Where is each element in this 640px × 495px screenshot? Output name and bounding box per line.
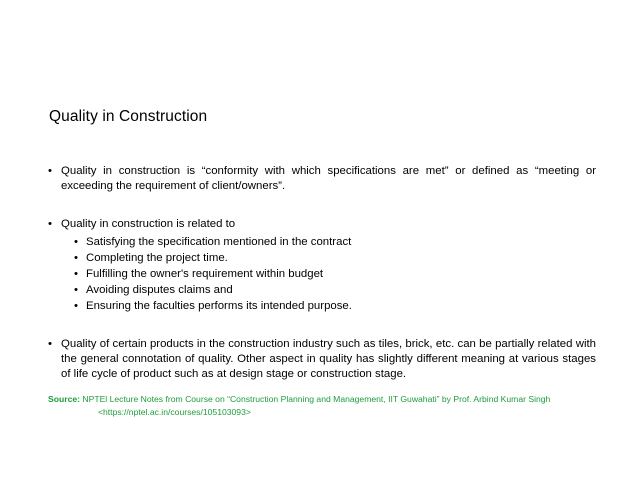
bullet-dot-icon: •	[48, 165, 52, 177]
bullet-dot-icon: •	[74, 268, 78, 280]
sub-bullet-list	[61, 234, 596, 314]
sub-bullet-item	[74, 282, 596, 298]
sub-bullet-item	[74, 266, 596, 282]
bullet-text: Quality in construction is related to	[61, 218, 236, 230]
sub-bullet-item	[74, 234, 596, 250]
bullet-dot-icon: •	[48, 338, 52, 350]
sub-bullet-item	[74, 298, 596, 314]
bullet-dot-icon: •	[74, 300, 78, 312]
source-label: Source:	[48, 394, 80, 404]
bullet-text: Quality of certain products in the construction industry such as tiles, brick, etc. can be partially related with the general connotation of quality. Other aspect in quality has slightly different meaning at various stages of life cycle of product such as at design stage or construction stage.	[61, 338, 596, 380]
bullet-dot-icon: •	[74, 236, 78, 248]
bullet-dot-icon: •	[48, 218, 52, 230]
sub-bullet-text: Completing the project time.	[86, 252, 228, 264]
sub-bullet-text: Fulfilling the owner's requirement within budget	[86, 268, 324, 280]
bullet-text: Quality in construction is “conformity with which specifications are met” or defined as “meeting or exceeding the requirement of client/owners”.	[61, 165, 596, 192]
bullet-list-1	[48, 164, 596, 194]
source-text: NPTEl Lecture Notes from Course on “Construction Planning and Management, IIT Guwahati” by Prof. Arbind Kumar Singh	[80, 394, 551, 404]
sub-bullet-text: Ensuring the faculties performs its intended purpose.	[86, 300, 352, 312]
sub-bullet-item	[74, 250, 596, 266]
sub-bullet-text: Avoiding disputes claims and	[86, 284, 233, 296]
source-url: <https://nptel.ac.in/courses/105103093>	[98, 407, 251, 417]
bullet-quality-products	[48, 337, 596, 382]
bullet-dot-icon: •	[74, 284, 78, 296]
bullet-quality-definition	[48, 164, 596, 194]
slide-title: Quality in Construction	[49, 108, 208, 125]
source-citation	[48, 393, 608, 419]
bullet-dot-icon: •	[74, 252, 78, 264]
bullet-list-3	[48, 337, 596, 382]
bullet-quality-related	[48, 217, 596, 314]
bullet-list-2	[48, 217, 596, 314]
sub-bullet-text: Satisfying the specification mentioned in the contract	[86, 236, 352, 248]
